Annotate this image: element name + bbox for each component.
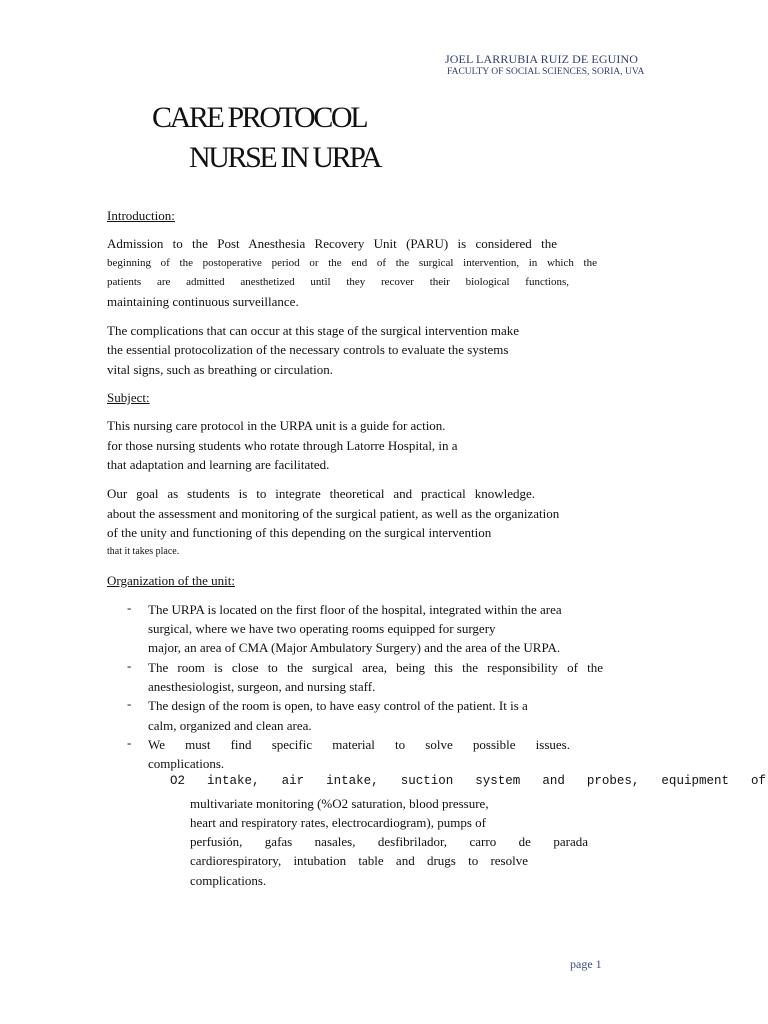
bullet-dash: - (127, 696, 132, 711)
text-line: The room is close to the surgical area, being this the responsibility of the (148, 660, 603, 675)
introduction-heading: Introduction: (107, 208, 175, 223)
text-line: patients are admitted anesthetized until they recover their biological functions, (107, 276, 569, 288)
bullet-2-line-1 (148, 658, 603, 677)
document-title-line-2: NURSE IN URPA (189, 141, 381, 174)
equipment-line-2: multivariate monitoring (%O2 saturation, blood pressure, (190, 796, 489, 811)
bullet-1-line-1: The URPA is located on the first floor of the hospital, integrated within the area (148, 602, 562, 617)
text-line: Our goal as students is to integrate theoretical and practical knowledge. (107, 486, 535, 501)
bullet-dash: - (127, 735, 132, 750)
text-line: We must find specific material to solve possible issues. (148, 737, 570, 752)
bullet-3-line-1: The design of the room is open, to have easy control of the patient. It is a (148, 698, 528, 713)
subject-paragraph-2-line-3: of the unity and functioning of this depending on the surgical intervention (107, 525, 492, 540)
introduction-paragraph-2-line-1: The complications that can occur at this stage of the surgical intervention make (107, 323, 520, 338)
introduction-paragraph-1-line-3 (107, 273, 569, 292)
bullet-4-line-1 (148, 735, 570, 754)
text-line: beginning of the postoperative period or the end of the surgical intervention, in which the (107, 257, 597, 269)
bullet-4-line-2: complications. (148, 756, 225, 771)
subject-paragraph-2-line-4: that it takes place. (107, 546, 180, 557)
equipment-line-5 (190, 851, 528, 870)
text-line: O2 intake, air intake, suction system and probes, equipment of (170, 774, 766, 788)
text-line: cardiorespiratory, intubation table and drugs to resolve (190, 853, 528, 868)
page-number: page 1 (570, 957, 602, 971)
bullet-3-line-2: calm, organized and clean area. (148, 718, 312, 733)
bullet-2-line-2: anesthesiologist, surgeon, and nursing staff. (148, 679, 376, 694)
equipment-line-3: heart and respiratory rates, electrocardiogram), pumps of (190, 815, 486, 830)
introduction-paragraph-1 (107, 234, 557, 253)
introduction-paragraph-2-line-2: the essential protocolization of the necessary controls to evaluate the systems (107, 342, 509, 357)
introduction-paragraph-2-line-3: vital signs, such as breathing or circulation. (107, 362, 334, 377)
introduction-paragraph-1-line-2 (107, 254, 597, 273)
bullet-1-line-2: surgical, where we have two operating rooms equipped for surgery (148, 621, 496, 636)
author-name: JOEL LARRUBIA RUIZ DE EGUINO (445, 52, 639, 66)
subject-paragraph-1-line-3: that adaptation and learning are facilitated. (107, 457, 330, 472)
organization-heading: Organization of the unit: (107, 573, 235, 588)
text-line: Admission to the Post Anesthesia Recovery Unit (PARU) is considered the (107, 236, 557, 251)
faculty-name: FACULTY OF SOCIAL SCIENCES, SORIA, UVA (447, 67, 645, 77)
introduction-paragraph-1-line-4: maintaining continuous surveillance. (107, 294, 299, 309)
subject-paragraph-2-line-2: about the assessment and monitoring of the surgical patient, as well as the organization (107, 506, 560, 521)
subject-paragraph-2-line-1 (107, 484, 535, 503)
equipment-line-6: complications. (190, 873, 267, 888)
subject-heading: Subject: (107, 390, 150, 405)
document-title-line-1: CARE PROTOCOL (152, 101, 367, 134)
bullet-1-line-3: major, an area of CMA (Major Ambulatory Surgery) and the area of the URPA. (148, 640, 561, 655)
text-line: perfusión, gafas nasales, desfibrilador, carro de parada (190, 834, 588, 849)
equipment-line-mono (170, 774, 766, 788)
bullet-dash: - (127, 600, 132, 615)
equipment-line-4 (190, 832, 588, 851)
bullet-dash: - (127, 658, 132, 673)
subject-paragraph-1-line-2: for those nursing students who rotate through Latorre Hospital, in a (107, 438, 458, 453)
subject-paragraph-1-line-1: This nursing care protocol in the URPA unit is a guide for action. (107, 418, 446, 433)
